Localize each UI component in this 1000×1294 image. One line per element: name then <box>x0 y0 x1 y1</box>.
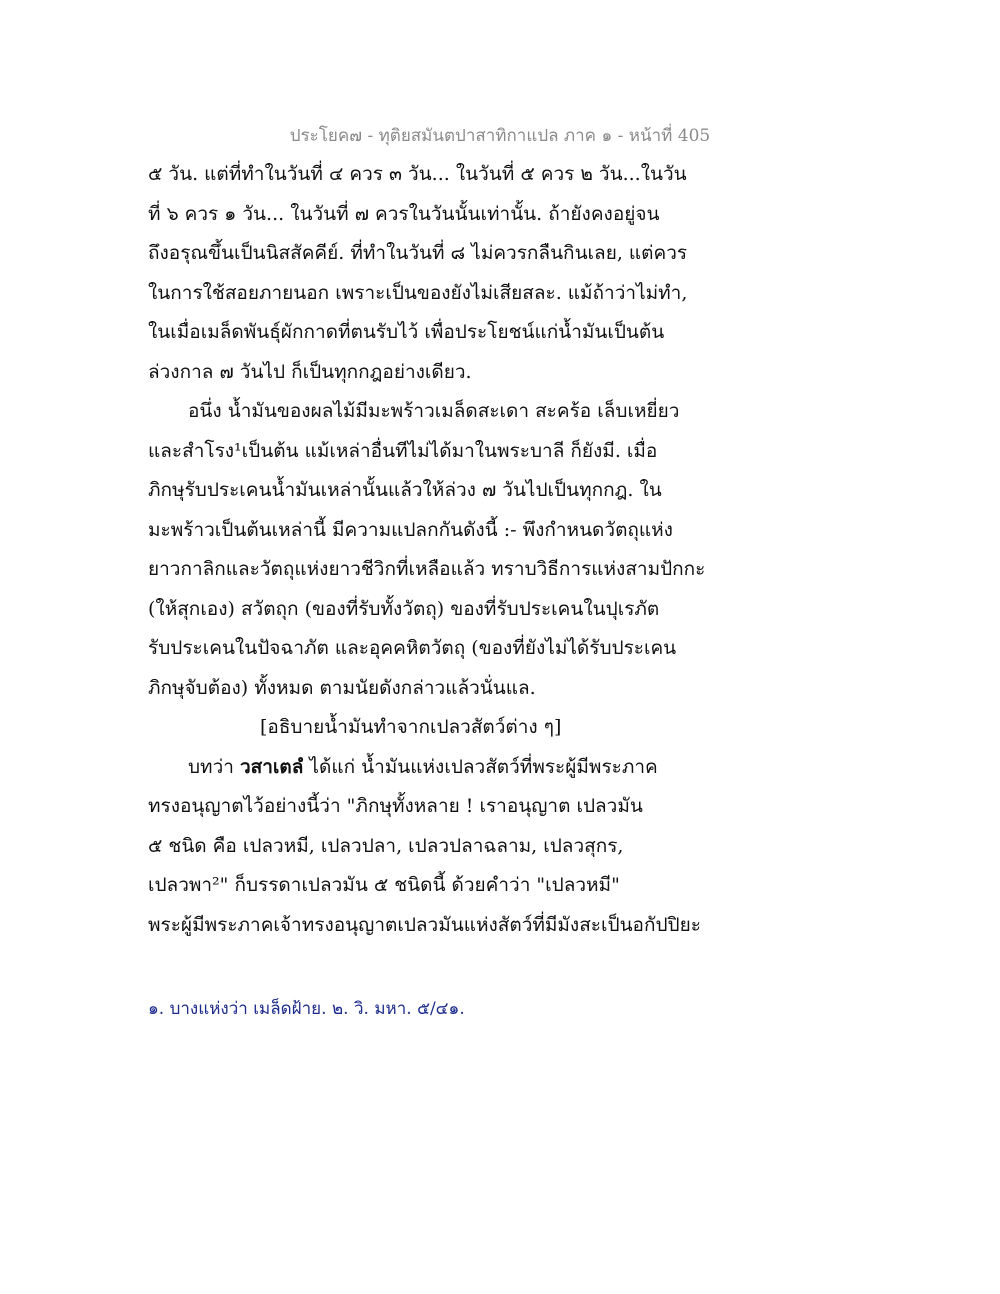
text-fragment: บทว่า <box>188 755 240 778</box>
text-line: อนึ่ง น้ำมันของผลไม้มีมะพร้าวเมล็ดสะเดา สะคร้อ เล็บเหยี่ยว <box>188 400 680 422</box>
page-header: ประโยค๗ - ทุติยสมันตปาสาทิกาแปล ภาค ๑ - หน้าที่ 405 <box>289 126 711 146</box>
text-line <box>148 748 788 788</box>
text-line: เปลวพา²" ก็บรรดาเปลวมัน ๕ ชนิดนี้ ด้วยคำว่า "เปลวหมี" <box>148 874 620 896</box>
text-fragment: ได้แก่ น้ำมันแห่งเปลวสัตว์ที่พระผู้มีพระภาค <box>303 755 658 778</box>
text-line: ยาวกาลิกและวัตถุแห่งยาวชีวิกที่เหลือแล้ว ทราบวิธีการแห่งสามปักกะ <box>148 558 706 580</box>
text-line: และสำโรง¹เป็นต้น แม้เหล่าอื่นทีไม่ได้มาในพระบาลี ก็ยังมี. เมื่อ <box>148 439 658 462</box>
text-line: รับประเคนในปัจฉาภัต และอุคคหิตวัตถุ (ของที่ยังไม่ได้รับประเคน <box>148 637 677 659</box>
text-line: ในการใช้สอยภายนอก เพราะเป็นของยังไม่เสียสละ. แม้ถ้าว่าไม่ทำ, <box>148 281 688 304</box>
text-line: ที่ ๖ ควร ๑ วัน... ในวันที่ ๗ ควรในวันนั้นเท่านั้น. ถ้ายังคงอยู่จน <box>148 202 660 225</box>
text-line: ภิกษุจับต้อง) ทั้งหมด ตามนัยดังกล่าวแล้วนั่นแล. <box>148 676 536 699</box>
text-line: ในเมื่อเมล็ดพันธุ์ผักกาดที่ตนรับไว้ เพื่อประโยชน์แก่น้ำมันเป็นต้น <box>148 321 665 343</box>
pali-term: วสาเตลํ <box>239 755 304 778</box>
text-line: ๕ วัน. แต่ที่ทำในวันที่ ๔ ควร ๓ วัน... ในวันที่ ๕ ควร ๒ วัน...ในวัน <box>148 163 687 185</box>
text-line: (ให้สุกเอง) สวัตถุก (ของที่รับทั้งวัตถุ) ของที่รับประเคนในปุเรภัต <box>148 597 660 620</box>
text-line: พระผู้มีพระภาคเจ้าทรงอนุญาตเปลวมันแห่งสัตว์ที่มีมังสะเป็นอกัปปิยะ <box>148 913 701 936</box>
text-line: มะพร้าวเป็นต้นเหล่านี้ มีความแปลกกันดังนี้ :- พึงกำหนดวัตถุแห่ง <box>148 518 673 541</box>
body-text <box>148 155 788 945</box>
text-line: ทรงอนุญาตไว้อย่างนี้ว่า "ภิกษุทั้งหลาย ! เราอนุญาต เปลวมัน <box>148 795 643 817</box>
footnote: ๑. บางแห่งว่า เมล็ดฝ้าย. ๒. วิ. มหา. ๕/๔๑. <box>148 999 465 1019</box>
text-line: ล่วงกาล ๗ วันไป ก็เป็นทุกกฎอย่างเดียว. <box>148 360 472 383</box>
text-line: ภิกษุรับประเคนน้ำมันเหล่านั้นแล้วให้ล่วง ๗ วันไปเป็นทุกกฎ. ใน <box>148 479 662 501</box>
section-heading: [อธิบายน้ำมันทำจากเปลวสัตว์ต่าง ๆ] <box>260 716 562 738</box>
text-line: ๕ ชนิด คือ เปลวหมี, เปลวปลา, เปลวปลาฉลาม, เปลวสุกร, <box>148 834 624 857</box>
text-line: ถึงอรุณขึ้นเป็นนิสสัคคีย์. ที่ทำในวันที่ ๘ ไม่ควรกลืนกินเลย, แต่ควร <box>148 242 688 264</box>
